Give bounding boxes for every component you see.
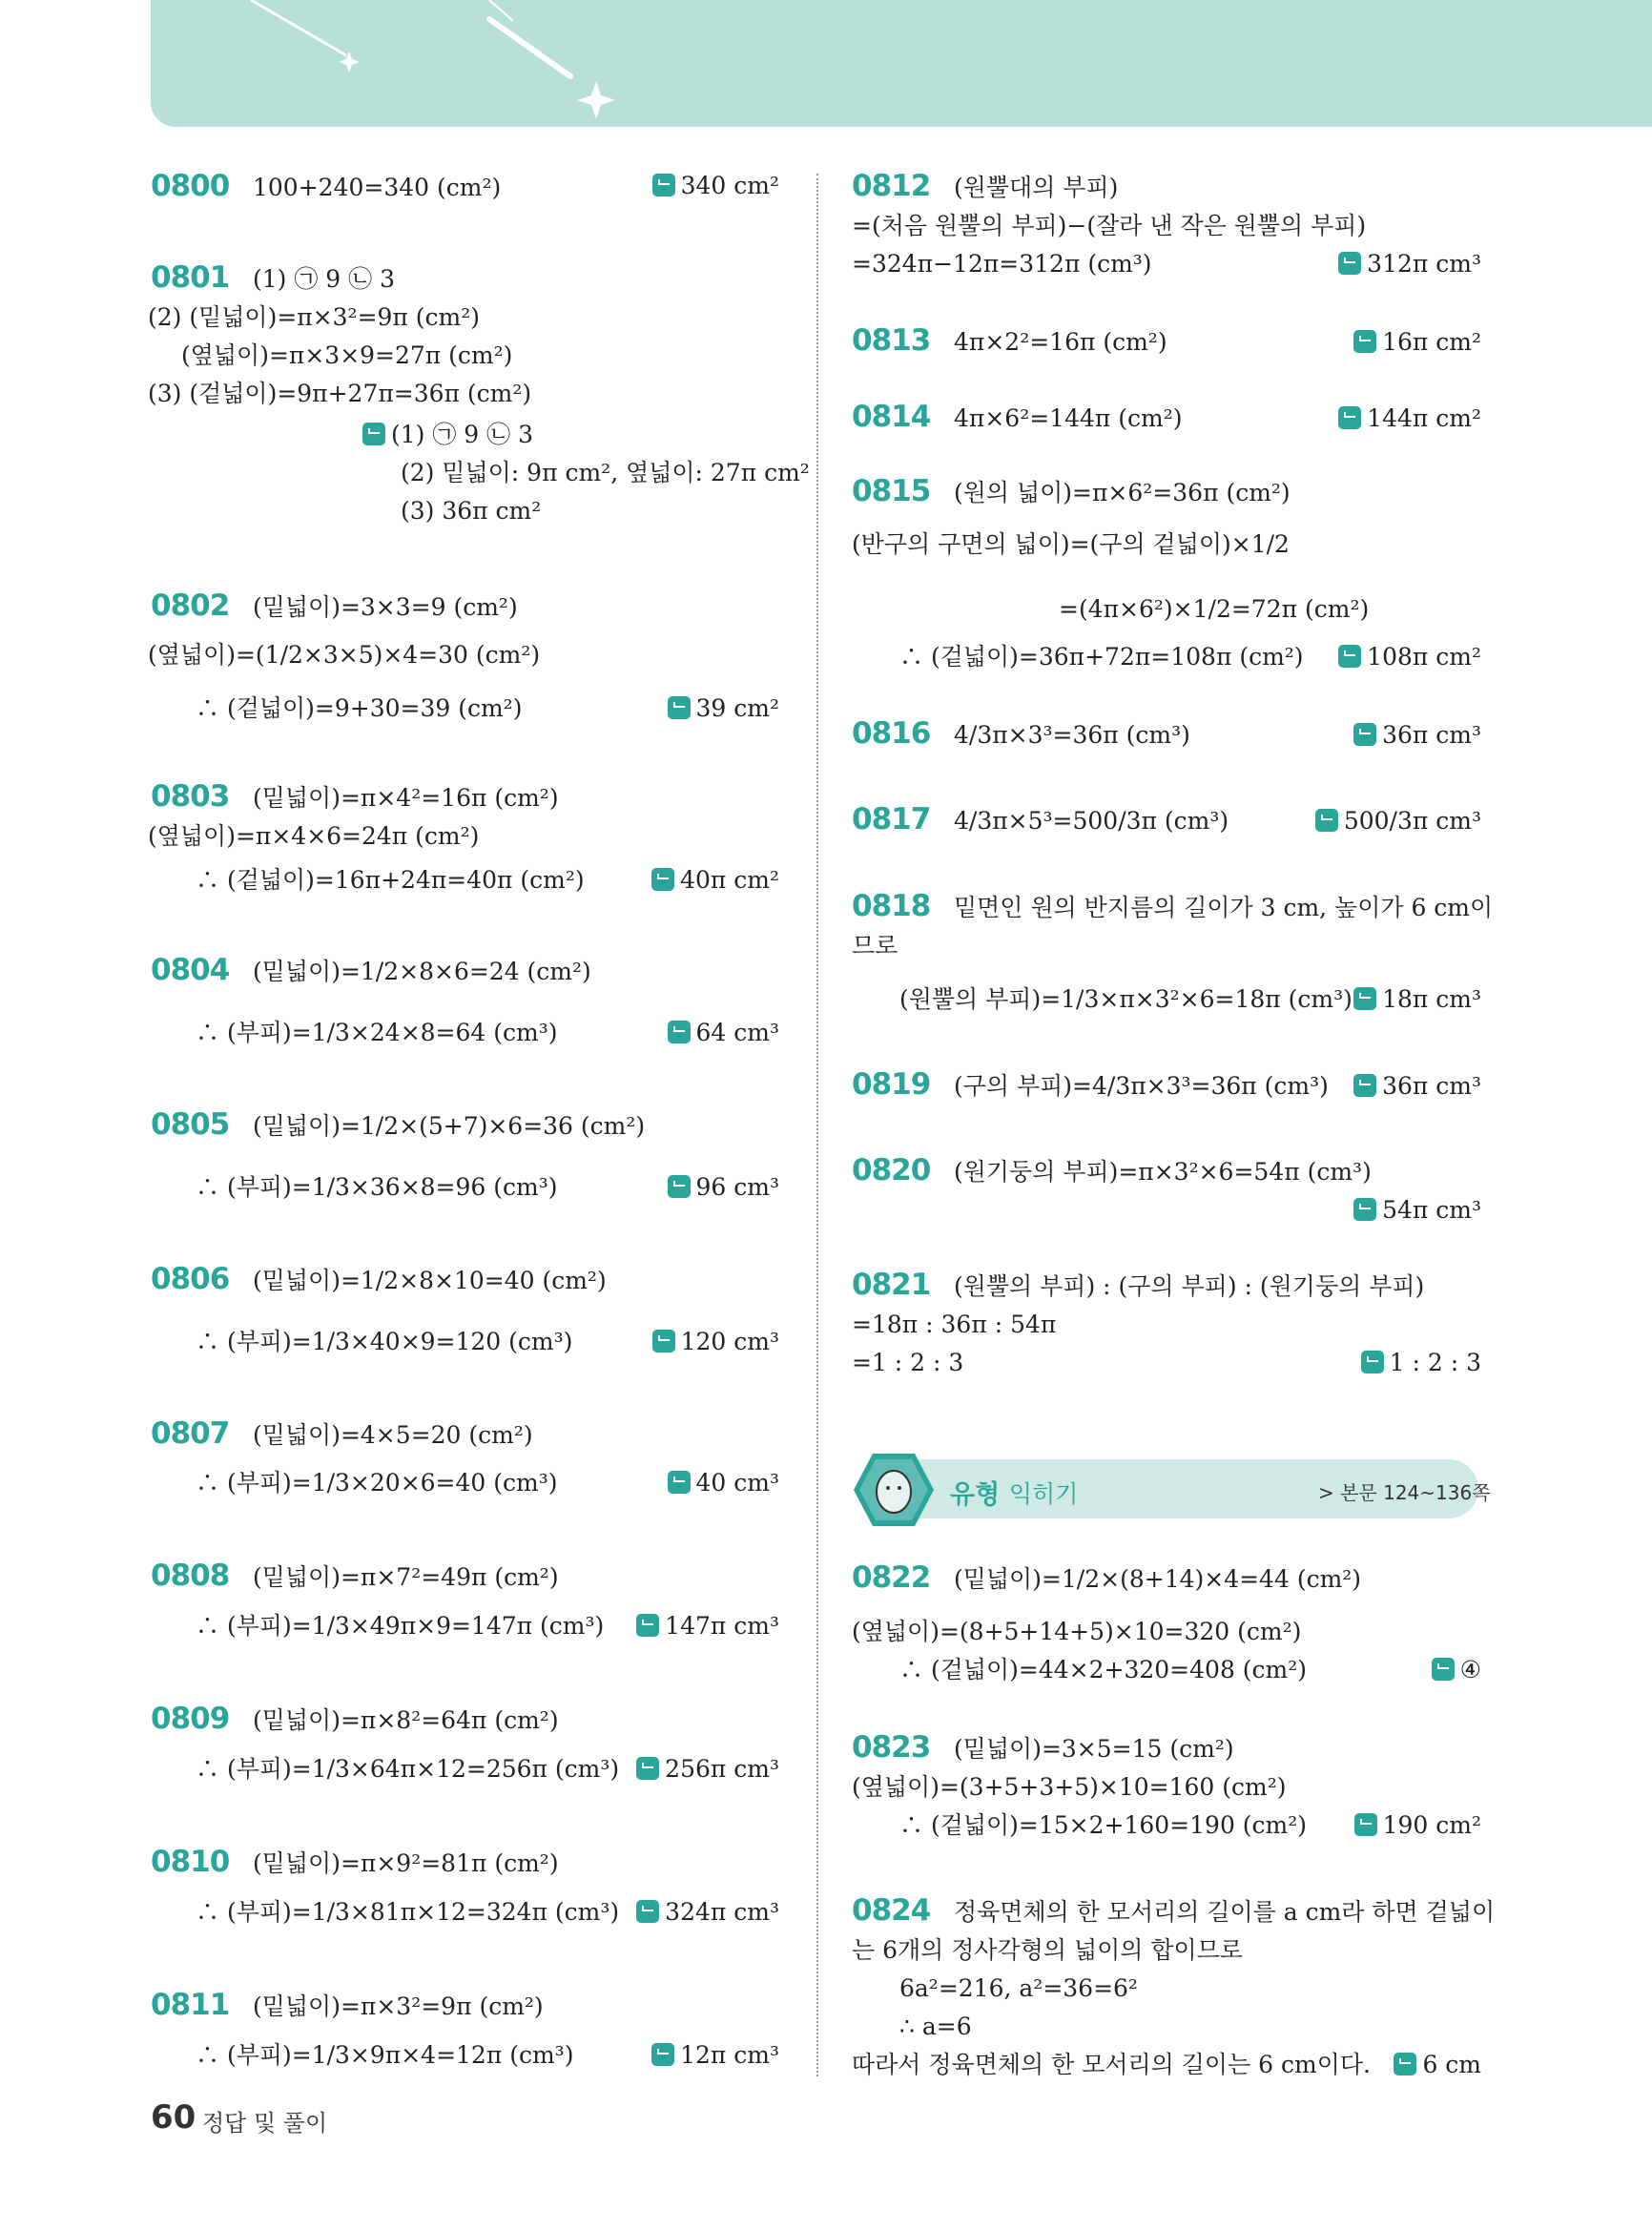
answer-text: (2) 밑넓이: 9π cm², 옆넓이: 27π cm² xyxy=(401,459,810,486)
solution-line: (밑넓이)=1/2×8×10=40 (cm²) xyxy=(253,1267,607,1294)
answer xyxy=(652,172,779,200)
column-divider xyxy=(816,174,818,2076)
answer xyxy=(636,1755,779,1784)
problem-number: 0812 xyxy=(852,169,931,203)
answer xyxy=(1361,1349,1481,1377)
solution-line: =1 : 2 : 3 xyxy=(852,1349,964,1376)
answer-text: 324π cm³ xyxy=(665,1898,779,1926)
footer-label: 정답 및 풀이 xyxy=(202,2110,328,2137)
answer xyxy=(1353,1072,1481,1101)
problem-number: 0811 xyxy=(151,1988,230,2022)
answer-line xyxy=(401,497,541,526)
solution-line: ∴ (부피)=1/3×9π×4=12π (cm³) xyxy=(196,2041,574,2069)
problem-number: 0823 xyxy=(852,1730,931,1765)
solution-line: =(4π×6²)×1/2=72π (cm²) xyxy=(1059,595,1370,623)
answer-check-icon xyxy=(1338,252,1361,275)
problem-number: 0821 xyxy=(852,1268,931,1302)
answer xyxy=(652,1328,779,1356)
answer-text: 340 cm² xyxy=(680,172,779,199)
answer-check-icon xyxy=(1354,1813,1377,1836)
answer xyxy=(1338,250,1481,279)
answer-check-icon xyxy=(668,1471,691,1494)
solution-line: (원뿔대의 부피) xyxy=(954,174,1119,201)
header-band xyxy=(151,0,1652,127)
answer-text: (1) ㉠ 9 ㉡ 3 xyxy=(391,421,534,448)
problem-number: 0807 xyxy=(151,1416,230,1451)
answer xyxy=(668,694,780,723)
answer-check-icon xyxy=(668,1021,691,1043)
solution-line: 밑면인 원의 반지름의 길이가 3 cm, 높이가 6 cm이 xyxy=(954,894,1494,921)
answer xyxy=(1354,1811,1481,1840)
solution-line: 정육면체의 한 모서리의 길이를 a cm라 하면 겉넓이 xyxy=(954,1898,1496,1926)
sparkle-decoration xyxy=(151,0,1652,127)
answer-check-icon xyxy=(1353,1074,1376,1097)
solution-line: (옆넓이)=π×3×9=27π (cm²) xyxy=(181,341,513,369)
problem-number: 0820 xyxy=(852,1153,931,1187)
problem-number: 0819 xyxy=(852,1067,931,1102)
solution-line: 100+240=340 (cm²) xyxy=(253,174,502,201)
solution-line: 따라서 정육면체의 한 모서리의 길이는 6 cm이다. xyxy=(852,2051,1371,2078)
problem-number: 0802 xyxy=(151,588,230,623)
answer-check-icon xyxy=(1353,330,1376,353)
problem-number: 0814 xyxy=(852,400,931,434)
solution-line: (밑넓이)=π×8²=64π (cm²) xyxy=(253,1706,559,1734)
solution-line: (밑넓이)=π×7²=49π (cm²) xyxy=(253,1563,559,1591)
solution-line: =(처음 원뿔의 부피)−(잘라 낸 작은 원뿔의 부피) xyxy=(852,212,1367,239)
answer xyxy=(1315,807,1481,836)
solution-line: (밑넓이)=1/2×(5+7)×6=36 (cm²) xyxy=(253,1112,646,1140)
problem-number: 0804 xyxy=(151,953,230,987)
problem-number: 0815 xyxy=(852,474,931,508)
mascot-icon xyxy=(852,1448,936,1532)
solution-line: 4π×6²=144π (cm²) xyxy=(954,404,1183,432)
solution-line: (밑넓이)=π×3²=9π (cm²) xyxy=(253,1993,544,2020)
answer xyxy=(1353,1196,1481,1225)
answer xyxy=(1353,721,1481,750)
answer xyxy=(1353,328,1481,357)
solution-line: ∴ (부피)=1/3×20×6=40 (cm³) xyxy=(196,1469,558,1497)
answer xyxy=(636,1612,779,1641)
solution-line: (반구의 구면의 넓이)=(구의 겉넓이)×1/2 xyxy=(852,530,1290,558)
solution-line: ∴ (부피)=1/3×64π×12=256π (cm³) xyxy=(196,1755,620,1783)
solution-line: (원뿔의 부피)=1/3×π×3²×6=18π (cm³) xyxy=(899,985,1353,1013)
solution-line: ∴ (겉넓이)=44×2+320=408 (cm²) xyxy=(899,1656,1308,1683)
answer-text: 40 cm³ xyxy=(695,1469,779,1497)
answer-text: 256π cm³ xyxy=(665,1755,779,1783)
answer-check-icon xyxy=(1353,723,1376,746)
problem-number: 0813 xyxy=(852,323,931,358)
solution-line: (밑넓이)=π×9²=81π (cm²) xyxy=(253,1849,559,1877)
answer-text: (3) 36π cm² xyxy=(401,497,542,525)
solution-line: (밑넓이)=1/2×8×6=24 (cm²) xyxy=(253,958,591,985)
solution-line: (1) ㉠ 9 ㉡ 3 xyxy=(253,265,396,293)
answer-check-icon xyxy=(362,423,385,445)
answer-check-icon xyxy=(651,2043,674,2066)
answer xyxy=(651,866,779,895)
solution-line: (옆넓이)=(1/2×3×5)×4=30 (cm²) xyxy=(148,641,541,669)
answer-check-icon xyxy=(1353,987,1376,1010)
solution-line: (원기둥의 부피)=π×3²×6=54π (cm³) xyxy=(954,1158,1372,1186)
solution-line: 므로 xyxy=(852,932,898,960)
answer xyxy=(1394,2051,1481,2079)
solution-line: (원의 넓이)=π×6²=36π (cm²) xyxy=(954,479,1291,506)
answer-line xyxy=(401,459,810,487)
problem-number: 0822 xyxy=(852,1560,931,1595)
answer-text: 1 : 2 : 3 xyxy=(1389,1349,1481,1376)
solution-line: ∴ (부피)=1/3×40×9=120 (cm³) xyxy=(196,1328,573,1355)
answer-check-icon xyxy=(652,1330,675,1352)
answer-check-icon xyxy=(636,1757,659,1780)
problem-number: 0806 xyxy=(151,1262,230,1296)
answer-text: 144π cm² xyxy=(1367,404,1481,432)
solution-line: (밑넓이)=3×5=15 (cm²) xyxy=(954,1735,1234,1763)
answer xyxy=(668,1173,780,1202)
banner-title-bold: 유형 xyxy=(950,1480,1001,1510)
problem-number: 0801 xyxy=(151,260,230,295)
solution-line: 는 6개의 정사각형의 넓이의 합이므로 xyxy=(852,1936,1243,1964)
solution-line: 6a²=216, a²=36=6² xyxy=(899,1974,1138,2002)
answer-check-icon xyxy=(668,696,691,719)
problem-number: 0805 xyxy=(151,1107,230,1142)
solution-line: (옆넓이)=(8+5+14+5)×10=320 (cm²) xyxy=(852,1618,1302,1645)
solution-line: ∴ (겉넓이)=16π+24π=40π (cm²) xyxy=(196,866,585,894)
answer-text: 108π cm² xyxy=(1367,643,1481,671)
problem-number: 0809 xyxy=(151,1702,230,1736)
solution-line: =18π : 36π : 54π xyxy=(852,1311,1057,1338)
solution-line: (밑넓이)=4×5=20 (cm²) xyxy=(253,1421,533,1449)
solution-line: 4π×2²=16π (cm²) xyxy=(954,328,1167,356)
solution-line: ∴ (부피)=1/3×24×8=64 (cm³) xyxy=(196,1019,558,1046)
solution-line: (밑넓이)=1/2×(8+14)×4=44 (cm²) xyxy=(954,1565,1362,1593)
solution-line: ∴ (부피)=1/3×36×8=96 (cm³) xyxy=(196,1173,558,1201)
solution-line: =324π−12π=312π (cm³) xyxy=(852,250,1152,278)
page-number: 60 xyxy=(151,2098,196,2137)
answer xyxy=(668,1019,780,1047)
answer-check-icon xyxy=(652,174,675,196)
problem-number: 0810 xyxy=(151,1845,230,1879)
answer-text: 16π cm² xyxy=(1382,328,1481,356)
solution-line: (밑넓이)=π×4²=16π (cm²) xyxy=(253,784,559,812)
solution-line: (옆넓이)=(3+5+3+5)×10=160 (cm²) xyxy=(852,1773,1287,1801)
answer-check-icon xyxy=(1394,2053,1416,2075)
answer-text: 500/3π cm³ xyxy=(1343,807,1481,835)
solution-line: ∴ (부피)=1/3×81π×12=324π (cm³) xyxy=(196,1898,620,1926)
answer-text: 18π cm³ xyxy=(1382,985,1481,1013)
answer-check-icon xyxy=(636,1614,659,1637)
answer-text: 96 cm³ xyxy=(695,1173,779,1201)
solution-line: 4/3π×5³=500/3π (cm³) xyxy=(954,807,1229,835)
problem-number: 0800 xyxy=(151,169,230,203)
answer xyxy=(1432,1656,1481,1684)
answer-text: 6 cm xyxy=(1422,2051,1481,2078)
answer-text: 54π cm³ xyxy=(1382,1196,1481,1224)
solution-line: ∴ a=6 xyxy=(899,2013,972,2040)
answer-text: 64 cm³ xyxy=(695,1019,779,1046)
answer xyxy=(1338,643,1481,671)
answer-text: 120 cm³ xyxy=(680,1328,779,1355)
answer-check-icon xyxy=(1338,406,1361,429)
answer-check-icon xyxy=(1353,1198,1376,1221)
answer-text: 190 cm² xyxy=(1382,1811,1481,1839)
problem-number: 0817 xyxy=(852,802,931,836)
answer xyxy=(651,2041,779,2070)
problem-number: 0803 xyxy=(151,779,230,814)
answer-text: ④ xyxy=(1459,1656,1481,1683)
answer-check-icon xyxy=(1315,809,1338,832)
answer-text: 39 cm² xyxy=(695,694,779,722)
solution-line: (원뿔의 부피) : (구의 부피) : (원기둥의 부피) xyxy=(954,1272,1425,1300)
banner-reference: > 본문 124~136쪽 xyxy=(1318,1481,1491,1504)
answer-check-icon xyxy=(636,1900,659,1923)
solution-line: (밑넓이)=3×3=9 (cm²) xyxy=(253,593,518,621)
solution-line: (3) (겉넓이)=9π+27π=36π (cm²) xyxy=(148,380,532,407)
answer-check-icon xyxy=(1361,1351,1384,1373)
answer xyxy=(1353,985,1481,1014)
answer-check-icon xyxy=(1432,1658,1455,1681)
answer xyxy=(1338,404,1481,433)
answer-line xyxy=(362,421,533,449)
answer-text: 36π cm³ xyxy=(1382,721,1481,749)
solution-line: 4/3π×3³=36π (cm³) xyxy=(954,721,1190,749)
answer-text: 147π cm³ xyxy=(665,1612,779,1640)
solution-line: (옆넓이)=π×4×6=24π (cm²) xyxy=(148,822,480,850)
answer-check-icon xyxy=(651,868,674,891)
answer-text: 312π cm³ xyxy=(1367,250,1481,278)
solution-line: ∴ (부피)=1/3×49π×9=147π (cm³) xyxy=(196,1612,605,1640)
banner-title-rest: 익히기 xyxy=(1009,1480,1079,1508)
solution-line: ∴ (겉넓이)=15×2+160=190 (cm²) xyxy=(899,1811,1308,1839)
problem-number: 0816 xyxy=(852,716,931,751)
answer-check-icon xyxy=(1338,645,1361,668)
answer xyxy=(636,1898,779,1927)
solution-line: (구의 부피)=4/3π×3³=36π (cm³) xyxy=(954,1072,1329,1100)
answer-check-icon xyxy=(668,1175,691,1198)
answer xyxy=(668,1469,780,1497)
solution-line: ∴ (겉넓이)=9+30=39 (cm²) xyxy=(196,694,523,722)
problem-number: 0808 xyxy=(151,1559,230,1593)
answer-text: 40π cm² xyxy=(680,866,779,894)
problem-number: 0818 xyxy=(852,889,931,923)
problem-number: 0824 xyxy=(852,1893,931,1928)
solution-line: (2) (밑넓이)=π×3²=9π (cm²) xyxy=(148,303,481,331)
solution-line: ∴ (겉넓이)=36π+72π=108π (cm²) xyxy=(899,643,1304,671)
answer-text: 12π cm³ xyxy=(680,2041,779,2069)
answer-text: 36π cm³ xyxy=(1382,1072,1481,1100)
